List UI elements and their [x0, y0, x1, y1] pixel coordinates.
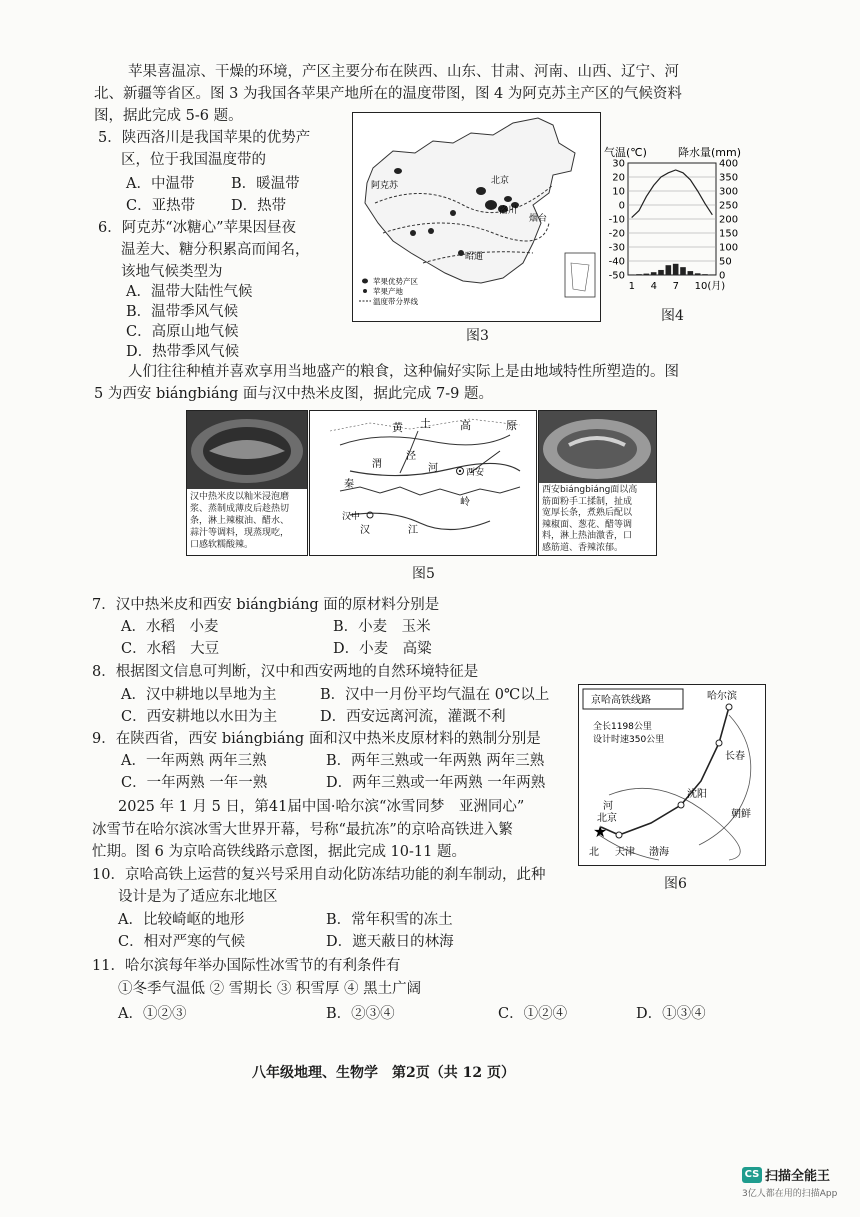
place-changchun: 长春: [725, 751, 745, 762]
precip-bar: [695, 273, 701, 275]
map-label-gao: 高: [460, 419, 471, 432]
place-shenyang: 沈阳: [687, 789, 707, 800]
intro2-line-2: 5 为西安 biángbiáng 面与汉中热米皮图，据此完成 7-9 题。: [94, 386, 493, 402]
q6-stem-3: 该地气候类型为: [121, 264, 223, 280]
intro3-line-2: 冰雪节在哈尔滨冰雪大世界开幕，号称“最抗冻”的京哈高铁进入繁: [92, 822, 513, 838]
figure-4-climate-chart: [602, 142, 747, 302]
place-luochuan: 洛川: [499, 206, 518, 216]
precip-bar: [688, 271, 694, 275]
q9-option-b: B．两年三熟或一年两熟 两年三熟: [326, 753, 545, 769]
xian-desc-3: 宽厚长条，煮熟后配以: [542, 508, 633, 518]
temp-tick-label: 0: [618, 200, 625, 212]
intro3-line-3: 忙期。图 6 为京哈高铁线路示意图，据此完成 10-11 题。: [92, 844, 466, 860]
precip-bar: [702, 274, 708, 275]
shaanxi-map: [310, 411, 536, 555]
precip-tick-label: 150: [719, 228, 739, 240]
xian-desc-4: 辣椒面、葱花、醋等调: [542, 519, 633, 530]
intro1-line-1: 苹果喜温凉、干燥的环境，产区主要分布在陕西、山东、甘肃、河南、山西、辽宁、河: [128, 64, 679, 80]
precip-bar: [644, 274, 650, 275]
railway-title: 京哈高铁线路: [591, 695, 651, 706]
map-label-yuan: 原: [506, 419, 517, 432]
q5-stem-1: 5．陕西洛川是我国苹果的优势产: [98, 130, 311, 146]
precip-tick-label: 400: [719, 158, 739, 170]
figure-6-railway-map: [578, 684, 766, 866]
figure-5-xian-photo: [538, 410, 657, 556]
xian-desc-6: 感筋道、香辣浓郁。: [542, 542, 624, 553]
scanner-logo-name: 扫描全能王: [765, 1169, 831, 1184]
month-tick-label: 1: [628, 281, 636, 292]
precip-tick-label: 100: [719, 242, 739, 254]
q11-option-c: C．①②④: [498, 1006, 568, 1022]
temp-tick-label: -40: [608, 256, 625, 268]
q9-option-a: A．一年两熟 两年三熟: [121, 753, 267, 769]
temp-tick-label: -20: [608, 228, 625, 240]
q11-option-d: D．①③④: [636, 1006, 706, 1022]
precip-tick-label: 300: [719, 186, 739, 198]
q7-option-d: D．小麦 高粱: [333, 641, 432, 657]
precip-tick-label: 350: [719, 172, 739, 184]
q7-stem: 7．汉中热米皮和西安 biángbiáng 面的原材料分别是: [92, 597, 440, 613]
q11-items: ①冬季气温低 ② 雪期长 ③ 积雪厚 ④ 黑土广阔: [118, 981, 422, 997]
figure-5-map: [309, 410, 537, 556]
place-yantai: 烟台: [529, 214, 548, 224]
precip-bar: [666, 265, 672, 275]
q10-stem-1: 10．京哈高铁上运营的复兴号采用自动化防冻结功能的刹车制动，此种: [92, 867, 546, 883]
precip-bar: [680, 267, 686, 275]
precip-bar: [636, 274, 642, 275]
q10-stem-2: 设计是为了适应东北地区: [118, 889, 278, 905]
legend-advantage-area: 苹果优势产区: [373, 277, 418, 286]
railway-speed: 设计时速350公里: [593, 735, 665, 745]
beijing-star-icon: ★: [593, 822, 608, 841]
q10-option-d: D．遮天蔽日的林海: [326, 934, 454, 950]
railway-length: 全长1198公里: [593, 722, 652, 732]
map-label-hanzhong: 汉中: [342, 512, 361, 522]
map-label-he: 河: [428, 463, 438, 474]
q9-stem: 9．在陕西省，西安 biángbiáng 面和汉中热米皮原材料的熟制分别是: [92, 731, 541, 747]
q9-option-c: C．一年两熟 一年一熟: [121, 775, 268, 791]
q6-option-b: B．温带季风气候: [126, 304, 239, 320]
q8-option-a: A．汉中耕地以旱地为主: [121, 687, 277, 703]
month-tick-label: 10(月): [694, 281, 726, 292]
temp-tick-label: 10: [612, 186, 625, 198]
q8-option-d: D．西安远离河流，灌溉不利: [320, 709, 506, 725]
legend-apple-area: 苹果产地: [373, 287, 403, 296]
q10-option-c: C．相对严寒的气候: [118, 934, 246, 950]
temp-tick-label: -10: [608, 214, 625, 226]
q7-option-b: B．小麦 玉米: [333, 619, 431, 635]
precip-tick-label: 200: [719, 214, 739, 226]
map-label-han: 汉: [360, 525, 370, 536]
q5-option-a: A．中温带: [126, 176, 195, 192]
precip-bar: [673, 264, 679, 275]
month-tick-label: 7: [672, 281, 680, 292]
place-tianjin: 天津: [615, 847, 635, 858]
intro1-line-2: 北、新疆等省区。图 3 为我国各苹果产地所在的温度带图，图 4 为阿克苏主产区的气候资料: [94, 86, 682, 102]
hanzhong-desc-5: 口感软糯酸辣。: [190, 540, 254, 550]
intro3-line-1: 2025 年 1 月 5 日，第41届中国·哈尔滨“冰雪同梦 亚洲同心”: [118, 799, 525, 815]
q5-option-c: C．亚热带: [126, 198, 196, 214]
place-aksu: 阿克苏: [371, 181, 399, 191]
xian-desc-5: 料，淋上热油激香，口: [542, 531, 633, 541]
xian-desc-2: 筋面粉手工揉制，扯成: [542, 496, 633, 507]
q6-option-c: C．高原山地气候: [126, 324, 239, 340]
q11-stem: 11．哈尔滨每年举办国际性冰雪节的有利条件有: [92, 958, 401, 974]
figure-6-caption: 图6: [664, 876, 687, 892]
place-beijing: 北京: [491, 176, 510, 186]
precip-tick-label: 50: [719, 256, 732, 268]
q7-option-c: C．水稻 大豆: [121, 641, 220, 657]
temp-tick-label: 20: [612, 172, 625, 184]
temp-tick-label: -50: [608, 270, 625, 282]
precip-axis-label: 降水量(mm): [678, 146, 742, 159]
hanzhong-desc-1: 汉中热米皮以籼米浸泡磨: [190, 492, 290, 502]
legend-boundary: 温度带分界线: [373, 297, 418, 306]
precip-bar: [710, 274, 716, 275]
jingha-railway-map: [579, 685, 765, 865]
q6-option-a: A．温带大陆性气候: [126, 284, 253, 300]
q8-option-b: B．汉中一月份平均气温在 0℃以上: [320, 687, 550, 703]
q6-stem-1: 6．阿克苏“冰糖心”苹果因昼夜: [98, 220, 297, 236]
scanner-logo: [742, 1164, 842, 1199]
map-label-ling: 岭: [460, 497, 470, 508]
hanzhong-desc-3: 条，淋上辣椒油、醋水、: [190, 516, 290, 526]
intro2-line-1: 人们往往种植并喜欢享用当地盛产的粮食，这种偏好实际上是由地域特性所塑造的。图: [128, 364, 679, 380]
q5-stem-2: 区，位于我国温度带的: [121, 152, 266, 168]
place-zhaotong: 昭通: [465, 252, 484, 262]
map-label-jiang: 江: [408, 525, 418, 536]
map-label-wei: 渭: [372, 459, 382, 470]
figure-5-caption: 图5: [412, 566, 435, 582]
q6-option-d: D．热带季风气候: [126, 344, 240, 360]
map-label-xian: 西安: [466, 468, 485, 478]
q8-option-c: C．西安耕地以水田为主: [121, 709, 278, 725]
map-label-huang: 黄: [392, 421, 403, 434]
scanner-logo-tagline: 3亿人都在用的扫描App: [742, 1189, 838, 1199]
place-bei: 北: [589, 847, 599, 858]
hanzhong-desc-4: 蒜汁等调料，现蒸现吃，: [190, 528, 290, 538]
q11-option-a: A．①②③: [118, 1006, 187, 1022]
place-he: 河: [603, 801, 613, 812]
hanzhong-desc-2: 浆、蒸制成薄皮后趁热切: [190, 504, 290, 514]
place-korea: 朝鲜: [731, 809, 751, 820]
q5-option-d: D．热带: [231, 198, 287, 214]
figure-4-caption: 图4: [661, 308, 684, 324]
temp-tick-label: -30: [608, 242, 625, 254]
page-footer: 八年级地理、生物学 第2页（共 12 页）: [252, 1065, 515, 1081]
intro1-line-3: 图，据此完成 5-6 题。: [94, 108, 243, 124]
precip-bar: [651, 272, 657, 275]
precip-tick-label: 0: [719, 270, 726, 282]
map-label-jing: 泾: [406, 451, 416, 462]
place-harbin: 哈尔滨: [707, 691, 737, 702]
scanner-logo-icon: CS: [742, 1167, 762, 1183]
q10-option-b: B．常年积雪的冻土: [326, 912, 453, 928]
precip-bar: [629, 274, 635, 275]
q10-option-a: A．比较崎岖的地形: [118, 912, 245, 928]
figure-5-hanzhong-photo: [186, 410, 308, 556]
xian-desc-1: 西安biángbiáng面以高: [542, 485, 638, 495]
precip-bar: [658, 270, 664, 275]
xian-noodle-image: [539, 411, 656, 483]
place-beijing: 北京: [597, 813, 617, 824]
q5-option-b: B．暖温带: [231, 176, 300, 192]
q11-option-b: B．②③④: [326, 1006, 395, 1022]
temp-tick-label: 30: [612, 158, 625, 170]
china-apple-map: [353, 113, 600, 321]
q9-option-d: D．两年三熟或一年两熟 一年两熟: [326, 775, 546, 791]
figure-3-caption: 图3: [466, 328, 489, 344]
map-label-tu: 土: [420, 417, 431, 430]
temp-axis-label: 气温(℃): [604, 146, 647, 159]
map-label-qin: 秦: [344, 479, 354, 490]
month-tick-label: 4: [650, 281, 658, 292]
q7-option-a: A．水稻 小麦: [121, 619, 219, 635]
figure-3-map: [352, 112, 601, 322]
hanzhong-rice-noodle-image: [187, 411, 307, 489]
q8-stem: 8．根据图文信息可判断，汉中和西安两地的自然环境特征是: [92, 664, 479, 680]
precip-tick-label: 250: [719, 200, 739, 212]
place-bohai: 渤海: [649, 847, 669, 858]
q6-stem-2: 温差大、糖分积累高而闻名，: [121, 242, 310, 258]
